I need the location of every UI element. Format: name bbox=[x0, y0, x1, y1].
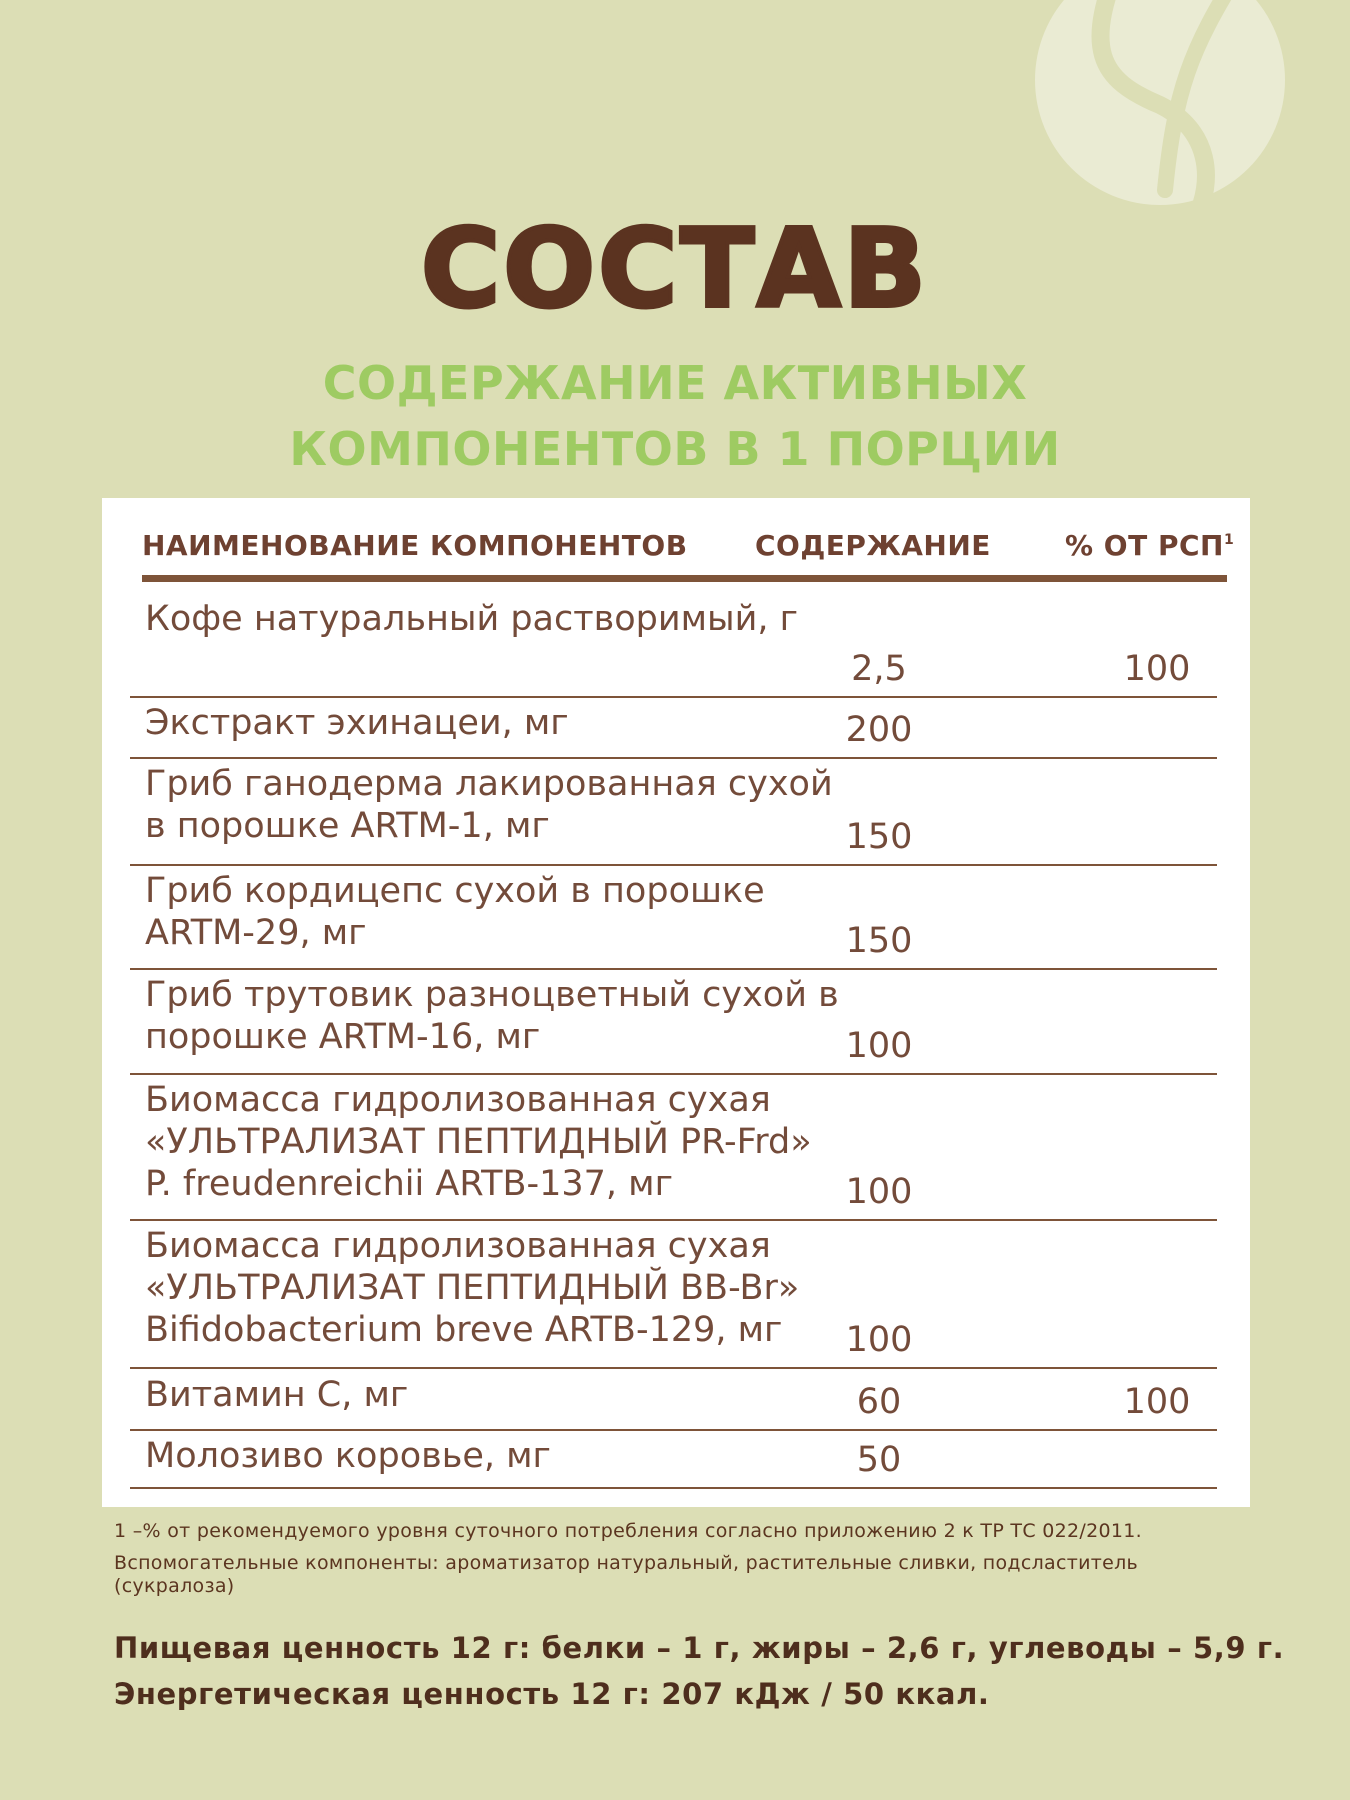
header-pct-footnote-mark: 1 bbox=[1223, 532, 1235, 548]
component-pct: 100 bbox=[1123, 649, 1191, 689]
page-title: СОСТАВ bbox=[421, 207, 929, 332]
table-row bbox=[130, 1075, 1217, 1221]
subtitle-line-2: КОМПОНЕНТОВ В 1 ПОРЦИИ bbox=[289, 422, 1061, 476]
component-name: Гриб трутовик разноцветный сухой в порошке ARTM-16, мг bbox=[145, 975, 839, 1057]
energy-value: Энергетическая ценность 12 г: 207 кДж / 50 ккал. bbox=[114, 1677, 990, 1711]
table-row bbox=[130, 594, 1217, 698]
component-name: Молозиво коровье, мг bbox=[145, 1436, 551, 1476]
nutrition-value: Пищевая ценность 12 г: белки – 1 г, жиры – 2,6 г, углеводы – 5,9 г. bbox=[114, 1631, 1285, 1665]
component-name: Гриб кордицепс сухой в порошке ARTM-29, мг bbox=[145, 871, 765, 953]
table-row bbox=[130, 970, 1217, 1075]
component-amount: 100 bbox=[845, 1172, 913, 1212]
component-name: Гриб ганодерма лакированная сухой в порошке ARTM-1, мг bbox=[145, 764, 833, 846]
subtitle bbox=[0, 350, 1350, 482]
component-amount: 100 bbox=[845, 1320, 913, 1360]
header-amount: СОДЕРЖАНИЕ bbox=[755, 529, 991, 562]
component-name: Биомасса гидролизованная сухая «УЛЬТРАЛИЗАТ ПЕПТИДНЫЙ PR-Frd» P. freudenreichii ARTB-137, мг bbox=[145, 1080, 812, 1204]
table-row bbox=[130, 1431, 1217, 1489]
component-amount: 150 bbox=[845, 921, 913, 961]
component-name: Экстракт эхинацеи, мг bbox=[145, 703, 569, 743]
header-name: НАИМЕНОВАНИЕ КОМПОНЕНТОВ bbox=[142, 529, 688, 562]
component-amount: 200 bbox=[845, 710, 913, 750]
header-pct bbox=[1065, 530, 1234, 562]
coffee-bean-icon bbox=[1010, 0, 1310, 230]
auxiliary-components: Вспомогательные компоненты: ароматизатор натуральный, растительные сливки, подсластитель (сукралоза) bbox=[114, 1552, 1139, 1597]
component-amount: 50 bbox=[856, 1440, 902, 1480]
table-row bbox=[130, 866, 1217, 970]
table-row bbox=[130, 1370, 1217, 1431]
component-amount: 150 bbox=[845, 817, 913, 857]
table-row bbox=[130, 698, 1217, 759]
table-row bbox=[130, 1221, 1217, 1369]
component-amount: 2,5 bbox=[851, 649, 907, 689]
component-name: Биомасса гидролизованная сухая «УЛЬТРАЛИЗАТ ПЕПТИДНЫЙ BB-Br» Bifidobacterium breve ARTB-129, мг bbox=[145, 1226, 800, 1350]
component-name: Кофе натуральный растворимый, г bbox=[145, 599, 799, 639]
table-row bbox=[130, 759, 1217, 866]
header-rule bbox=[142, 575, 1227, 582]
component-amount: 100 bbox=[845, 1026, 913, 1066]
component-pct: 100 bbox=[1123, 1382, 1191, 1422]
component-name: Витамин С, мг bbox=[145, 1375, 409, 1415]
rsp-footnote: 1 –% от рекомендуемого уровня суточного потребления согласно приложению 2 к ТР ТС 022/2011. bbox=[114, 1520, 1142, 1542]
subtitle-line-1: СОДЕРЖАНИЕ АКТИВНЫХ bbox=[322, 356, 1028, 410]
header-pct-label: % ОТ РСП bbox=[1065, 529, 1224, 562]
component-amount: 60 bbox=[856, 1382, 902, 1422]
